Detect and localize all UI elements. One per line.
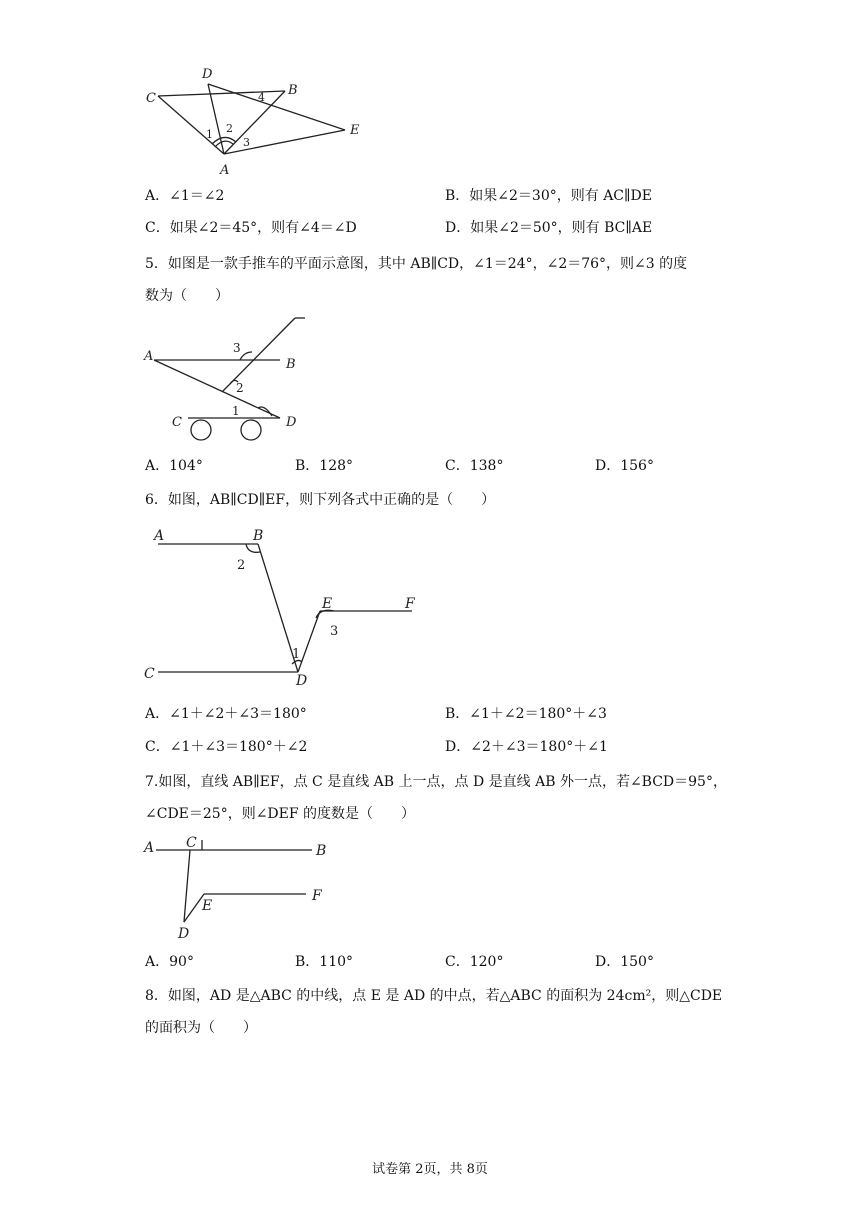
q4-label-b: B: [288, 83, 298, 98]
q6-angle-3: 3: [330, 624, 339, 639]
q6-label-c: C: [144, 666, 155, 682]
option-text: 156°: [620, 458, 654, 474]
q6-label-d: D: [296, 673, 308, 689]
q4-label-a: A: [220, 163, 230, 178]
option-letter: C．: [145, 220, 170, 236]
option-text: 150°: [620, 954, 654, 970]
q5-figure: [140, 312, 320, 447]
q7-label-d: D: [178, 926, 190, 942]
q5-label-c: C: [172, 415, 182, 430]
option-letter: C．: [145, 739, 170, 755]
option-letter: C．: [445, 954, 470, 970]
option-text: ∠1＋∠2＋∠3＝180°: [169, 706, 307, 722]
q7-option-c[interactable]: [445, 952, 503, 972]
option-text: 如果∠2＝50°，则有 BC∥AE: [470, 220, 653, 236]
option-text: 138°: [469, 458, 504, 474]
q7-stem-line1: 7.如图，直线 AB∥EF，点 C 是直线 AB 上一点，点 D 是直线 AB 外一点，若∠BCD＝95°，: [145, 774, 727, 790]
option-letter: B．: [295, 954, 320, 970]
option-letter: D．: [595, 954, 621, 970]
q4-figure: [140, 62, 380, 182]
option-text: 120°: [469, 954, 504, 970]
q5-angle-1: 1: [232, 404, 240, 418]
option-text: ∠1＝∠2: [169, 188, 225, 204]
q5-option-c[interactable]: [445, 456, 503, 476]
q6-option-a[interactable]: [145, 704, 307, 724]
option-letter: A．: [145, 954, 170, 970]
option-letter: B．: [445, 706, 470, 722]
q4-angle-3: 3: [243, 136, 250, 149]
option-text: 如果∠2＝30°，则有 AC∥DE: [469, 188, 652, 204]
q7-label-f: F: [312, 888, 322, 904]
page-footer: 试卷第 2页，共 8页: [372, 1162, 488, 1177]
q4-angle-4: 4: [258, 91, 265, 104]
option-letter: A．: [145, 188, 170, 204]
option-letter: A．: [145, 458, 170, 474]
q7-option-a[interactable]: [145, 952, 194, 972]
q4-label-d: D: [202, 67, 213, 82]
q4-option-c[interactable]: [145, 218, 357, 238]
option-letter: B．: [295, 458, 320, 474]
q5-label-b: B: [286, 357, 296, 372]
option-text: ∠1＋∠3＝180°＋∠2: [169, 739, 308, 755]
q6-option-c[interactable]: [145, 737, 307, 757]
q8-stem-line1: 8．如图，AD 是△ABC 的中线，点 E 是 AD 的中点，若△ABC 的面积为 24cm²，则△CDE: [145, 988, 723, 1004]
q6-label-a: A: [154, 528, 165, 544]
option-letter: D．: [445, 220, 471, 236]
q5-option-a[interactable]: [145, 456, 203, 476]
q6-figure: [140, 522, 430, 694]
q7-option-d[interactable]: [595, 952, 654, 972]
q5-label-d: D: [286, 415, 297, 430]
q6-option-b[interactable]: [445, 704, 607, 724]
q6-label-b: B: [253, 528, 264, 544]
option-text: 128°: [319, 458, 354, 474]
option-letter: B．: [445, 188, 470, 204]
option-text: 如果∠2＝45°，则有∠4＝∠D: [169, 220, 357, 236]
q6-label-e: E: [322, 596, 333, 612]
q5-angle-2: 2: [236, 381, 244, 395]
q8-stem-line2: 的面积为（ ）: [145, 1020, 257, 1036]
option-text: ∠2＋∠3＝180°＋∠1: [470, 739, 608, 755]
q4-option-d[interactable]: [445, 218, 652, 238]
q4-angle-2: 2: [226, 122, 233, 135]
q6-angle-2: 2: [237, 558, 246, 573]
q4-option-a[interactable]: [145, 186, 224, 206]
q4-option-b[interactable]: [445, 186, 652, 206]
option-text: ∠1＋∠2＝180°＋∠3: [469, 706, 607, 722]
q7-label-b: B: [316, 843, 327, 859]
q5-option-b[interactable]: [295, 456, 353, 476]
q7-label-a: A: [144, 840, 155, 856]
q7-label-c: C: [186, 835, 197, 851]
option-text: 90°: [169, 954, 194, 970]
option-letter: D．: [445, 739, 471, 755]
option-letter: C．: [445, 458, 470, 474]
q4-label-e: E: [350, 123, 360, 138]
q6-stem: 6．如图，AB∥CD∥EF，则下列各式中正确的是（ ）: [145, 492, 496, 508]
q5-label-a: A: [144, 349, 154, 364]
q7-stem-line2: ∠CDE＝25°，则∠DEF 的度数是（ ）: [145, 806, 416, 822]
q5-option-d[interactable]: [595, 456, 654, 476]
q7-figure: [140, 830, 340, 945]
q5-angle-3: 3: [233, 341, 241, 355]
q5-stem-line2: 数为（ ）: [145, 288, 229, 304]
option-letter: A．: [145, 706, 170, 722]
option-letter: D．: [595, 458, 621, 474]
q6-angle-1: 1: [292, 647, 301, 662]
q5-stem-line1: 5．如图是一款手推车的平面示意图，其中 AB∥CD，∠1＝24°，∠2＝76°，则∠3 的度: [145, 256, 688, 272]
q7-label-e: E: [202, 898, 213, 914]
q4-angle-1: 1: [206, 128, 213, 141]
q6-option-d[interactable]: [445, 737, 608, 757]
q7-option-b[interactable]: [295, 952, 353, 972]
option-text: 110°: [319, 954, 354, 970]
q6-label-f: F: [405, 596, 415, 612]
q4-label-c: C: [146, 91, 156, 106]
option-text: 104°: [169, 458, 203, 474]
